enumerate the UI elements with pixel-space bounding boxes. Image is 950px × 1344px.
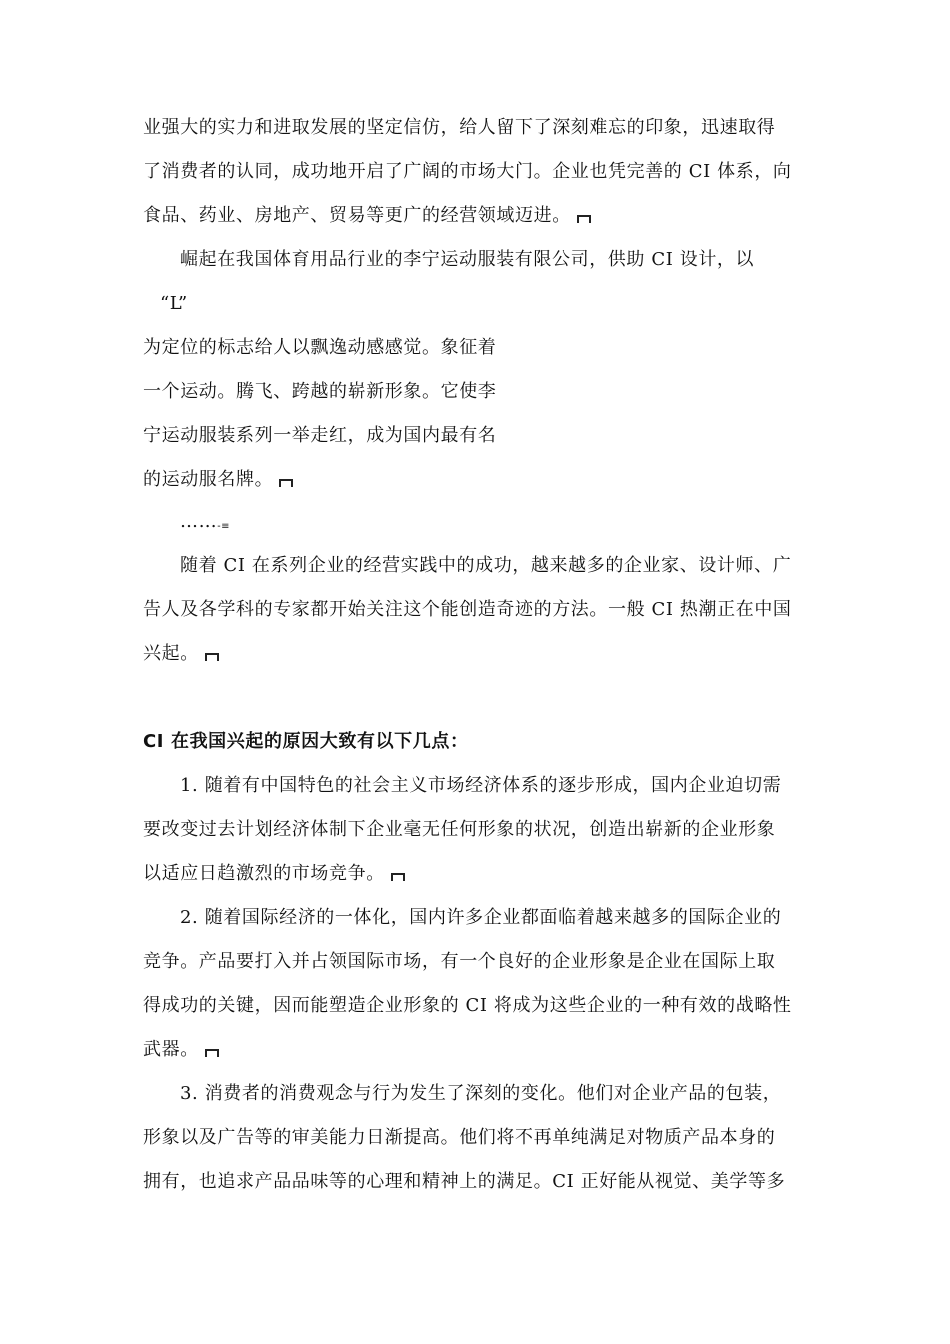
paragraph-mark-icon [205, 1049, 219, 1057]
text-fragment: 的运动服名牌。 [143, 469, 274, 490]
text-line: 为定位的标志给人以飘逸动感感觉。象征着 [143, 337, 497, 358]
text-line: 告人及各学科的专家都开始关注这个能创造奇迹的方法。一般 CI 热潮正在中国 [143, 599, 792, 620]
text-fragment: 食品、药业、房地产、贸易等更广的经营领域迈进。 [143, 205, 571, 226]
text-line: 业强大的实力和进取发展的坚定信仿，给人留下了深刻难忘的印象，迅速取得 [143, 117, 776, 138]
text-line [143, 1038, 219, 1062]
text-line: 宁运动服装系列一举走红，成为国内最有名 [143, 425, 497, 446]
text-fragment: 以适应日趋激烈的市场竞争。 [143, 863, 385, 884]
text-line: 3. 消费者的消费观念与行为发生了深刻的变化。他们对企业产品的包装， [180, 1083, 782, 1104]
text-line: 崛起在我国体育用品行业的李宁运动服装有限公司，供助 CI 设计，以 [180, 249, 755, 270]
text-line [143, 642, 219, 666]
text-line [143, 468, 293, 492]
text-line: 要改变过去计划经济体制下企业毫无任何形象的状况，创造出崭新的企业形象 [143, 819, 776, 840]
ellipsis-text: …… [180, 511, 218, 532]
text-line: 一个运动。腾飞、跨越的崭新形象。它使李 [143, 381, 497, 402]
paragraph-mark-icon [577, 215, 591, 223]
text-line [180, 510, 230, 539]
text-line: 2. 随着国际经济的一体化，国内许多企业都面临着越来越多的国际企业的 [180, 907, 782, 928]
text-line: “L” [160, 293, 188, 314]
text-fragment: 武器。 [143, 1039, 199, 1060]
paragraph-mark-icon [391, 873, 405, 881]
text-line: 形象以及广告等的审美能力日渐提高。他们将不再单纯满足对物质产品本身的 [143, 1127, 776, 1148]
text-line: 竞争。产品要打入并占领国际市场，有一个良好的企业形象是企业在国际上取 [143, 951, 776, 972]
text-line: 1. 随着有中国特色的社会主义市场经济体系的逐步形成，国内企业迫切需 [180, 775, 782, 796]
text-line [143, 204, 591, 228]
text-line [143, 862, 405, 886]
paragraph-mark-icon [205, 653, 219, 661]
text-fragment: 兴起。 [143, 643, 199, 664]
text-line: 随着 CI 在系列企业的经营实践中的成功，越来越多的企业家、设计师、广 [180, 555, 792, 576]
section-heading: CI 在我国兴起的原因大致有以下几点： [143, 731, 469, 752]
text-line: 得成功的关键，因而能塑造企业形象的 CI 将成为这些企业的一种有效的战略性 [143, 995, 792, 1016]
text-line: 了消费者的认同，成功地开启了广阔的市场大门。企业也凭完善的 CI 体系，向 [143, 161, 792, 182]
small-mark-text: -≡ [217, 521, 231, 532]
paragraph-mark-icon [279, 479, 293, 487]
text-line: 拥有，也追求产品品味等的心理和精神上的满足。CI 正好能从视觉、美学等多 [143, 1171, 786, 1192]
